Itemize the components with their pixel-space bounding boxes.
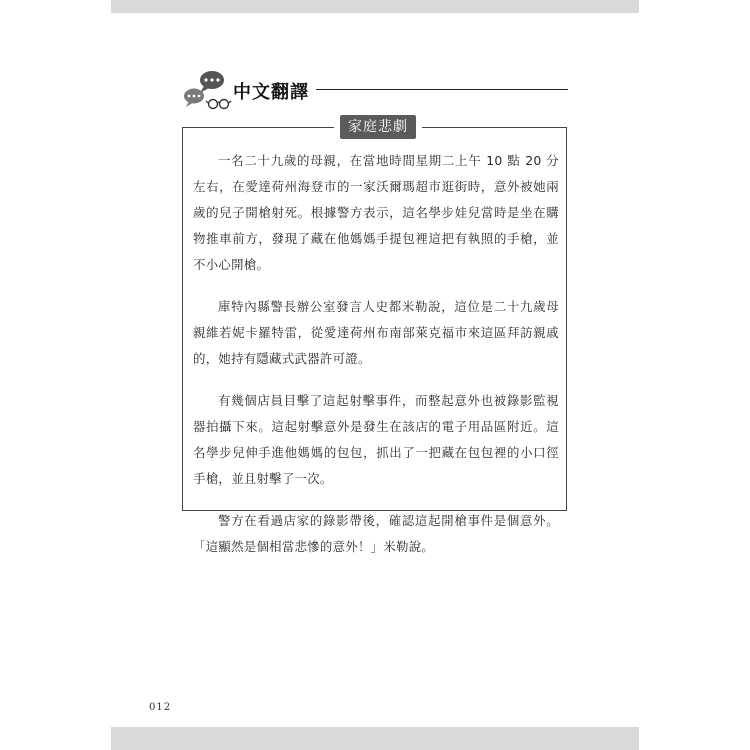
top-margin-bar xyxy=(111,0,639,13)
story-title-tab xyxy=(334,115,422,141)
story-paragraph: 一名二十九歲的母親，在當地時間星期二上午 10 點 20 分左右，在愛達荷州海登市的一家沃爾瑪超市逛街時，意外被她兩歲的兒子開槍射死。根據警方表示，這名學步娃兒當時是坐在購物推車前方，發現了藏在他媽媽手提包裡這把有執照的手槍，並不小心開槍。 xyxy=(193,153,559,272)
bottom-margin-bar xyxy=(111,727,639,750)
chat-bubbles-glasses-icon xyxy=(180,68,232,112)
section-title: 中文翻譯 xyxy=(233,82,309,103)
story-paragraph: 有幾個店員目擊了這起射擊事件，而整起意外也被錄影監視器拍攝下來。這起射擊意外是發生在該店的電子用品區附近。這名學步兒伸手進他媽媽的包包，抓出了一把藏在包包裡的小口徑手槍，並且射擊了一次。 xyxy=(193,393,559,486)
story-paragraph: 警方在看過店家的錄影帶後，確認這起開槍事件是個意外。「這顯然是個相當悲慘的意外！」米勒說。 xyxy=(193,513,559,554)
section-header xyxy=(180,68,570,114)
page-number: 012 xyxy=(149,702,172,713)
story-body xyxy=(193,148,559,576)
story-title: 家庭悲劇 xyxy=(340,115,416,139)
header-divider xyxy=(316,89,568,90)
story-paragraph: 庫特內縣警長辦公室發言人史都米勒說，這位是二十九歲母親維若妮卡羅特雷，從愛達荷州布南部萊克福市來這區拜訪親戚的，她持有隱藏式武器許可證。 xyxy=(193,299,559,366)
